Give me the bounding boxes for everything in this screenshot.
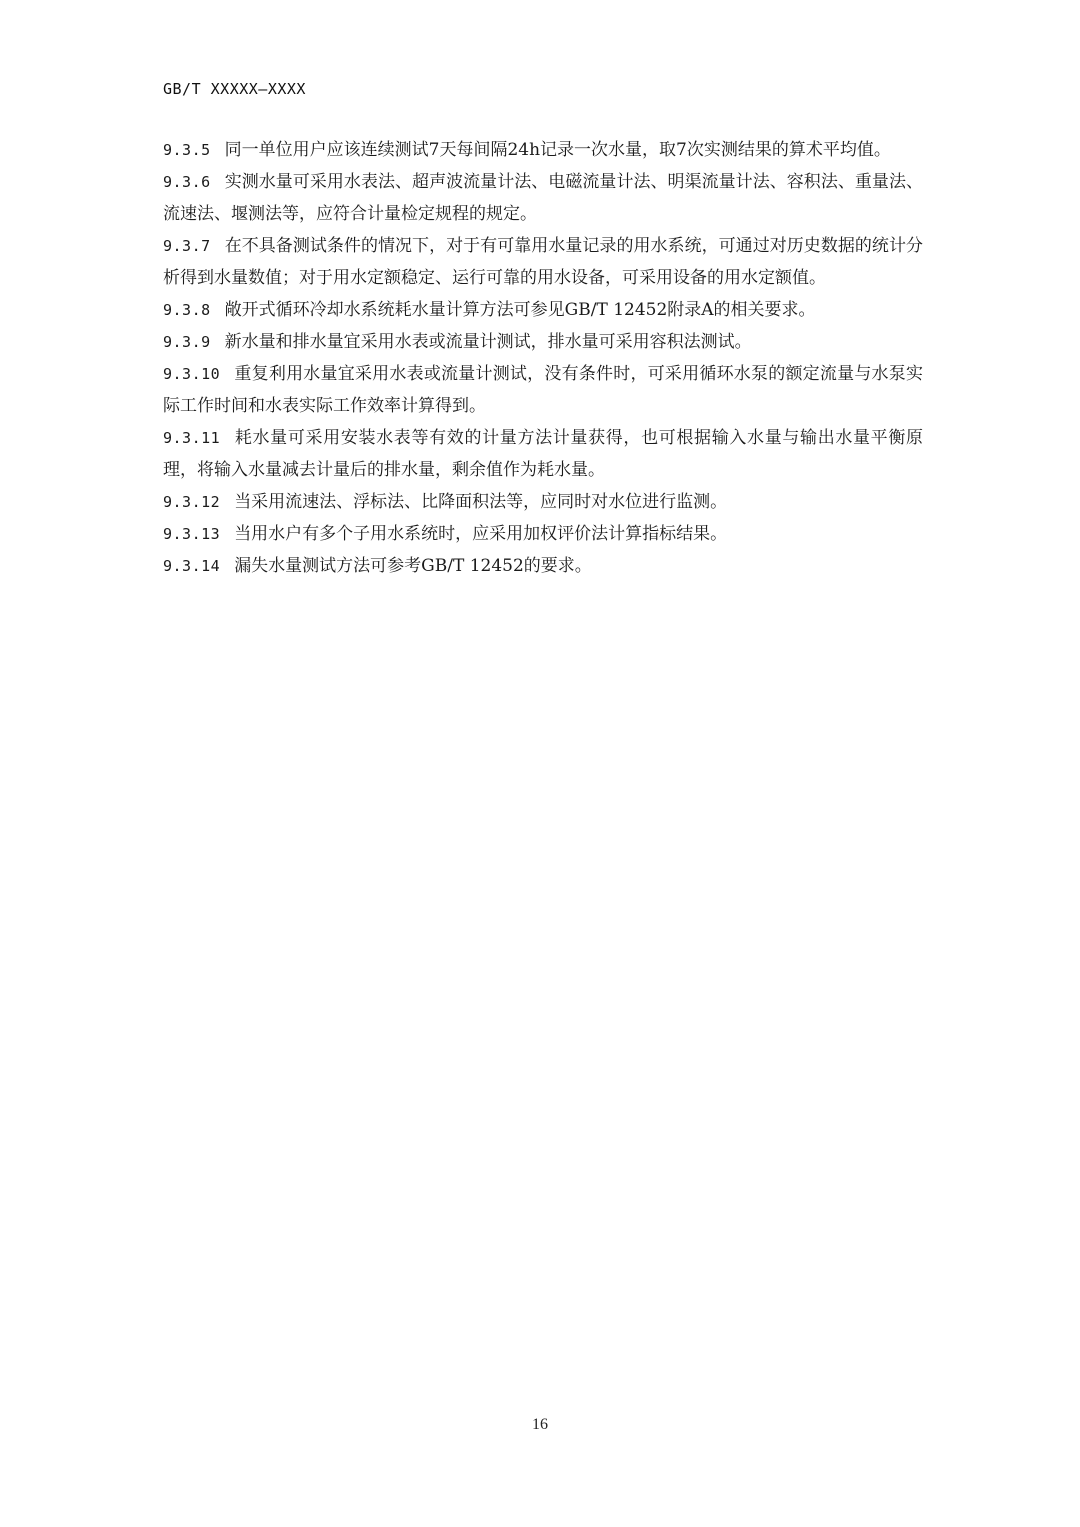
standard-code-header: GB/T XXXXX—XXXX [163,80,306,98]
clause-number: 9.3.6 [163,173,211,191]
clause-text: 耗水量可采用安装水表等有效的计量方法计量获得，也可根据输入水量与输出水量平衡原理，将输入水量减去计量后的排水量，剩余值作为耗水量。 [163,428,923,480]
clause-9-3-5 [163,134,923,166]
clause-number: 9.3.8 [163,301,211,319]
clause-9-3-9 [163,326,923,358]
clause-number: 9.3.9 [163,333,211,351]
clause-text: 当用水户有多个子用水系统时，应采用加权评价法计算指标结果。 [234,524,728,544]
clause-number: 9.3.5 [163,141,211,159]
clause-number: 9.3.11 [163,429,221,447]
clause-9-3-13 [163,518,923,550]
clause-number: 9.3.13 [163,525,221,543]
clause-9-3-6 [163,166,923,230]
clause-number: 9.3.14 [163,557,221,575]
clause-text: 新水量和排水量宜采用水表或流量计测试，排水量可采用容积法测试。 [224,332,752,352]
clause-text: 在不具备测试条件的情况下，对于有可靠用水量记录的用水系统，可通过对历史数据的统计分析得到水量数值；对于用水定额稳定、运行可靠的用水设备，可采用设备的用水定额值。 [163,236,923,288]
clause-text: 敞开式循环冷却水系统耗水量计算方法可参见GB/T 12452附录A的相关要求。 [224,300,816,320]
clause-text: 漏失水量测试方法可参考GB/T 12452的要求。 [234,556,592,576]
clause-9-3-12 [163,486,923,518]
clause-9-3-7 [163,230,923,294]
clause-9-3-10 [163,358,923,422]
clause-text: 同一单位用户应该连续测试7天每间隔24h记录一次水量，取7次实测结果的算术平均值。 [224,140,891,160]
clause-9-3-11 [163,422,923,486]
clause-list [163,134,923,582]
page-number: 16 [532,1416,548,1433]
clause-9-3-14 [163,550,923,582]
clause-number: 9.3.12 [163,493,221,511]
clause-text: 重复利用水量宜采用水表或流量计测试，没有条件时，可采用循环水泵的额定流量与水泵实际工作时间和水表实际工作效率计算得到。 [163,364,923,416]
clause-number: 9.3.10 [163,365,221,383]
clause-text: 当采用流速法、浮标法、比降面积法等，应同时对水位进行监测。 [234,492,728,512]
clause-number: 9.3.7 [163,237,211,255]
clause-text: 实测水量可采用水表法、超声波流量计法、电磁流量计法、明渠流量计法、容积法、重量法、流速法、堰测法等，应符合计量检定规程的规定。 [163,172,923,224]
clause-9-3-8 [163,294,923,326]
